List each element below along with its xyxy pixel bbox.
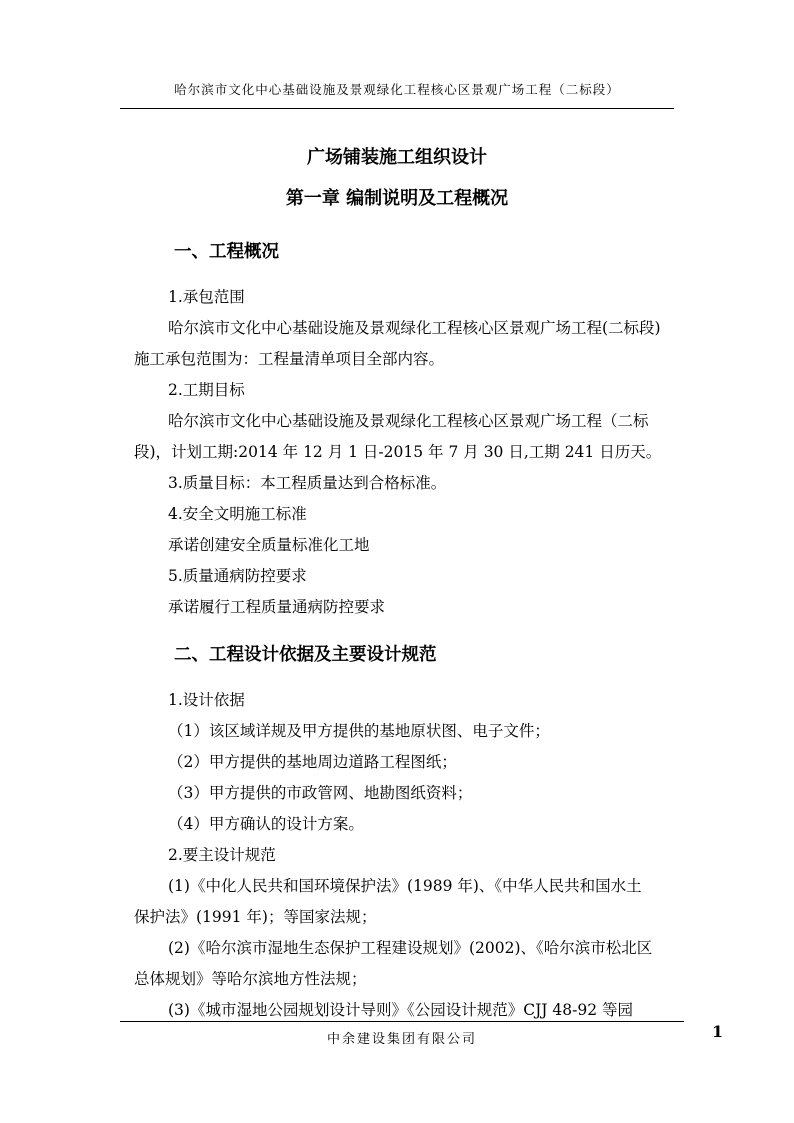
section-heading-design-basis: 二、工程设计依据及主要设计规范 bbox=[174, 645, 437, 665]
text-line: 1.承包范围 bbox=[168, 288, 245, 306]
text-line: （4）甲方确认的设计方案。 bbox=[168, 815, 364, 833]
text-line: 3.质量目标：本工程质量达到合格标准。 bbox=[168, 474, 447, 492]
text-line: （1）该区域详规及甲方提供的基地原状图、电子文件； bbox=[168, 722, 550, 740]
document-title: 广场铺装施工组织设计 bbox=[307, 147, 487, 168]
text-line: 哈尔滨市文化中心基础设施及景观绿化工程核心区景观广场工程(二标段) bbox=[168, 319, 661, 337]
text-line: 4.安全文明施工标准 bbox=[168, 505, 307, 523]
text-line: （2）甲方提供的基地周边道路工程图纸； bbox=[168, 753, 457, 771]
text-line: 保护法》(1991 年)；等国家法规； bbox=[134, 908, 377, 926]
text-line: (1)《中化人民共和国环境保护法》(1989 年)、《中华人民共和国水土 bbox=[168, 877, 642, 895]
text-line: 5.质量通病防控要求 bbox=[168, 567, 307, 585]
text-line: 承诺创建安全质量标准化工地 bbox=[168, 536, 370, 554]
page-header: 哈尔滨市文化中心基础设施及景观绿化工程核心区景观广场工程（二标段） bbox=[174, 82, 620, 97]
text-line: 2.工期目标 bbox=[168, 381, 245, 399]
page-number: 1 bbox=[712, 1022, 724, 1041]
text-line: 施工承包范围为：工程量清单项目全部内容。 bbox=[134, 350, 445, 368]
footer-divider bbox=[120, 1021, 684, 1022]
section-heading-overview: 一、工程概况 bbox=[174, 242, 279, 262]
text-line: 1.设计依据 bbox=[168, 691, 245, 709]
text-line: 2.要主设计规范 bbox=[168, 846, 276, 864]
text-line: 哈尔滨市文化中心基础设施及景观绿化工程核心区景观广场工程（二标 bbox=[168, 412, 649, 430]
footer-company: 中余建设集团有限公司 bbox=[326, 1032, 477, 1047]
text-line: (3)《城市湿地公园规划设计导则》《公园设计规范》CJJ 48-92 等园 bbox=[168, 1001, 634, 1019]
text-line: 总体规划》等哈尔滨地方性法规； bbox=[134, 970, 367, 988]
text-line: (2)《哈尔滨市湿地生态保护工程建设规划》(2002)、《哈尔滨市松北区 bbox=[168, 939, 653, 957]
text-line: 段)，计划工期:2014 年 12 月 1 日-2015 年 7 月 30 日,工期 241 日历天。 bbox=[134, 443, 662, 461]
text-line: 承诺履行工程质量通病防控要求 bbox=[168, 598, 386, 616]
header-divider bbox=[120, 108, 674, 109]
text-line: （3）甲方提供的市政管网、地勘图纸资料； bbox=[168, 784, 473, 802]
chapter-title: 第一章 编制说明及工程概况 bbox=[285, 188, 509, 209]
